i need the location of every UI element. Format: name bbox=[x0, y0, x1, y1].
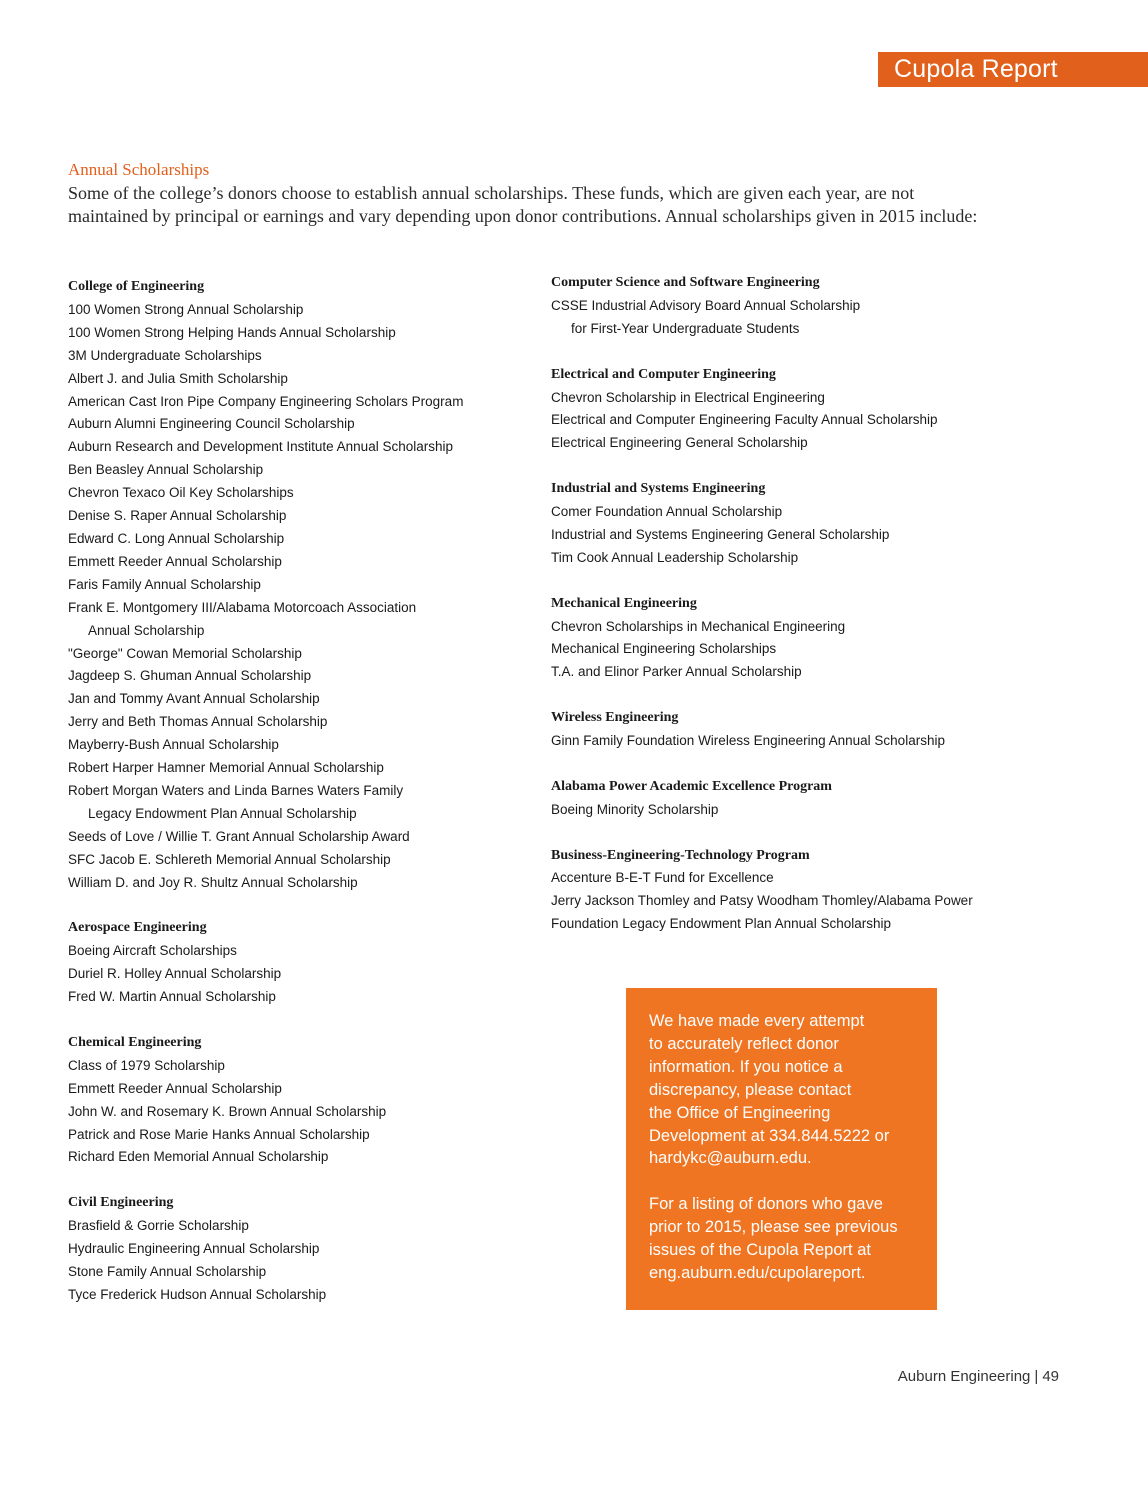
scholarship-item bbox=[551, 432, 1031, 455]
notice-line: information. If you notice a bbox=[649, 1057, 843, 1076]
scholarship-name: SFC Jacob E. Schlereth Memorial Annual Scholarship bbox=[68, 851, 391, 867]
scholarship-item bbox=[68, 597, 538, 643]
notice-line: to accurately reflect donor bbox=[649, 1034, 839, 1053]
scholarship-item bbox=[68, 368, 538, 391]
scholarship-name-continued: Legacy Endowment Plan Annual Scholarship bbox=[88, 805, 357, 821]
notice-paragraph bbox=[649, 1193, 919, 1285]
scholarship-item bbox=[68, 528, 538, 551]
group-heading: Wireless Engineering bbox=[551, 710, 679, 726]
scholarship-name: Jan and Tommy Avant Annual Scholarship bbox=[68, 691, 320, 707]
footer-separator: | bbox=[1034, 1368, 1039, 1385]
scholarship-item bbox=[551, 661, 1031, 684]
scholarship-name: Ben Beasley Annual Scholarship bbox=[68, 462, 264, 478]
scholarship-name: Faris Family Annual Scholarship bbox=[68, 576, 261, 592]
scholarship-item bbox=[68, 986, 538, 1009]
scholarship-name: Chevron Scholarships in Mechanical Engineering bbox=[551, 618, 846, 634]
notice-line: Development at 334.844.5222 or bbox=[649, 1126, 890, 1145]
scholarship-name: Jagdeep S. Ghuman Annual Scholarship bbox=[68, 668, 312, 684]
scholarship-name: William D. and Joy R. Shultz Annual Scholarship bbox=[68, 874, 358, 890]
scholarship-name: "George" Cowan Memorial Scholarship bbox=[68, 645, 302, 661]
scholarship-item bbox=[68, 1055, 538, 1078]
scholarship-name-continued: for First-Year Undergraduate Students bbox=[571, 320, 800, 336]
scholarship-name: Emmett Reeder Annual Scholarship bbox=[68, 1080, 282, 1096]
scholarship-item bbox=[68, 391, 538, 414]
notice-line: the Office of Engineering bbox=[649, 1103, 831, 1122]
scholarship-name: Denise S. Raper Annual Scholarship bbox=[68, 508, 287, 524]
section-title: Annual Scholarships bbox=[68, 160, 210, 179]
scholarship-group bbox=[551, 364, 1031, 456]
scholarship-name: Boeing Minority Scholarship bbox=[551, 801, 719, 817]
scholarship-name: Electrical and Computer Engineering Faculty Annual Scholarship bbox=[551, 412, 938, 428]
scholarship-item bbox=[68, 299, 538, 322]
scholarship-item bbox=[68, 459, 538, 482]
scholarship-name: Richard Eden Memorial Annual Scholarship bbox=[68, 1149, 329, 1165]
scholarship-item bbox=[68, 711, 538, 734]
scholarship-name: Chevron Scholarship in Electrical Engineering bbox=[551, 389, 825, 405]
scholarship-name: Fred W. Martin Annual Scholarship bbox=[68, 989, 276, 1005]
scholarship-name: Tim Cook Annual Leadership Scholarship bbox=[551, 549, 799, 565]
group-heading: Industrial and Systems Engineering bbox=[551, 481, 766, 497]
scholarship-group bbox=[551, 593, 1031, 685]
scholarship-group bbox=[551, 845, 1031, 937]
scholarship-group bbox=[68, 917, 538, 1009]
scholarship-item bbox=[68, 757, 538, 780]
notice-line: For a listing of donors who gave bbox=[649, 1195, 883, 1214]
group-heading: Business-Engineering-Technology Program bbox=[551, 847, 810, 863]
scholarship-name: Jerry and Beth Thomas Annual Scholarship bbox=[68, 714, 328, 730]
scholarship-item bbox=[68, 574, 538, 597]
notice-line: prior to 2015, please see previous bbox=[649, 1218, 898, 1237]
scholarship-item bbox=[68, 1284, 538, 1307]
scholarship-name: Mayberry-Bush Annual Scholarship bbox=[68, 737, 279, 753]
scholarship-item bbox=[68, 1146, 538, 1169]
group-heading: College of Engineering bbox=[68, 279, 205, 294]
scholarship-name: Brasfield & Gorrie Scholarship bbox=[68, 1218, 249, 1234]
scholarship-item bbox=[551, 867, 1031, 890]
scholarship-item bbox=[68, 1238, 538, 1261]
notice-line: discrepancy, please contact bbox=[649, 1080, 852, 1099]
scholarship-name: CSSE Industrial Advisory Board Annual Scholarship bbox=[551, 297, 861, 313]
scholarship-name: Patrick and Rose Marie Hanks Annual Scholarship bbox=[68, 1126, 370, 1142]
scholarship-item bbox=[551, 890, 1031, 913]
scholarship-item bbox=[68, 345, 538, 368]
scholarship-name: Stone Family Annual Scholarship bbox=[68, 1263, 267, 1279]
scholarship-name: Auburn Research and Development Institute Annual Scholarship bbox=[68, 439, 453, 455]
scholarship-name: Auburn Alumni Engineering Council Scholarship bbox=[68, 416, 355, 432]
scholarship-name: Class of 1979 Scholarship bbox=[68, 1057, 225, 1073]
scholarship-name: Frank E. Montgomery III/Alabama Motorcoach Association bbox=[68, 599, 417, 615]
scholarship-item bbox=[68, 322, 538, 345]
group-heading: Civil Engineering bbox=[68, 1195, 174, 1211]
scholarship-item bbox=[68, 872, 538, 895]
scholarship-name: Robert Harper Hamner Memorial Annual Scholarship bbox=[68, 760, 384, 776]
scholarship-item bbox=[551, 295, 1031, 341]
donor-notice-box bbox=[626, 988, 937, 1310]
scholarship-name: Accenture B-E-T Fund for Excellence bbox=[551, 870, 774, 886]
scholarship-name-continued: Annual Scholarship bbox=[88, 622, 205, 638]
scholarship-item bbox=[68, 1078, 538, 1101]
scholarship-item bbox=[551, 547, 1031, 570]
scholarship-name: 100 Women Strong Helping Hands Annual Scholarship bbox=[68, 324, 396, 340]
group-heading: Alabama Power Academic Excellence Program bbox=[551, 778, 832, 794]
scholarship-name: Chevron Texaco Oil Key Scholarships bbox=[68, 485, 294, 501]
footer-publication: Auburn Engineering bbox=[897, 1368, 1031, 1385]
group-heading: Mechanical Engineering bbox=[551, 595, 697, 611]
scholarship-name: Seeds of Love / Willie T. Grant Annual Scholarship Award bbox=[68, 828, 410, 844]
group-heading: Electrical and Computer Engineering bbox=[551, 366, 776, 382]
scholarship-item bbox=[68, 1215, 538, 1238]
group-heading: Chemical Engineering bbox=[68, 1034, 202, 1050]
intro-paragraph: Some of the college’s donors choose to establish annual scholarships. These funds, which are given each year, are not maintained by principal or earnings and vary depending upon donor contributions. Annual scholarships given in 2015 include: bbox=[68, 183, 978, 226]
page-number: 49 bbox=[1042, 1368, 1059, 1385]
group-heading: Aerospace Engineering bbox=[68, 920, 207, 936]
scholarship-name: American Cast Iron Pipe Company Engineering Scholars Program bbox=[68, 393, 464, 409]
scholarship-name: John W. and Rosemary K. Brown Annual Scholarship bbox=[68, 1103, 387, 1119]
scholarship-group bbox=[551, 776, 1031, 822]
scholarship-name: Foundation Legacy Endowment Plan Annual Scholarship bbox=[551, 916, 891, 932]
notice-line: We have made every attempt bbox=[649, 1012, 865, 1030]
scholarship-group bbox=[68, 1032, 538, 1169]
scholarship-item bbox=[68, 643, 538, 666]
scholarship-group bbox=[68, 1192, 538, 1307]
group-heading: Computer Science and Software Engineering bbox=[551, 275, 820, 290]
scholarship-item bbox=[551, 616, 1031, 639]
scholarship-item bbox=[68, 665, 538, 688]
scholarship-item bbox=[551, 524, 1031, 547]
scholarship-name: Comer Foundation Annual Scholarship bbox=[551, 504, 783, 520]
scholarship-name: 100 Women Strong Annual Scholarship bbox=[68, 301, 304, 317]
scholarship-name: Hydraulic Engineering Annual Scholarship bbox=[68, 1241, 320, 1257]
header-tab: Cupola Report bbox=[878, 52, 1148, 87]
scholarship-item bbox=[68, 482, 538, 505]
page-footer bbox=[898, 1368, 1059, 1385]
scholarship-name: Boeing Aircraft Scholarships bbox=[68, 943, 237, 959]
scholarship-name: Tyce Frederick Hudson Annual Scholarship bbox=[68, 1286, 327, 1302]
scholarship-item bbox=[551, 409, 1031, 432]
scholarship-item bbox=[68, 413, 538, 436]
scholarship-item bbox=[68, 1261, 538, 1284]
notice-line: eng.auburn.edu/cupolareport. bbox=[649, 1263, 866, 1282]
scholarship-name: T.A. and Elinor Parker Annual Scholarship bbox=[551, 664, 802, 680]
scholarship-item bbox=[68, 1101, 538, 1124]
notice-line: hardykc@auburn.edu. bbox=[649, 1149, 812, 1168]
scholarship-item bbox=[551, 387, 1031, 410]
scholarship-item bbox=[68, 963, 538, 986]
scholarship-name: Electrical Engineering General Scholarship bbox=[551, 435, 808, 451]
left-column bbox=[68, 276, 538, 1330]
scholarship-item bbox=[68, 436, 538, 459]
scholarship-item bbox=[68, 551, 538, 574]
scholarship-item bbox=[68, 1124, 538, 1147]
scholarship-name: Jerry Jackson Thomley and Patsy Woodham Thomley/Alabama Power bbox=[551, 893, 973, 909]
scholarship-group bbox=[68, 276, 538, 894]
notice-line: issues of the Cupola Report at bbox=[649, 1241, 871, 1260]
scholarship-name: 3M Undergraduate Scholarships bbox=[68, 347, 262, 363]
scholarship-item bbox=[68, 505, 538, 528]
scholarship-name: Ginn Family Foundation Wireless Engineering Annual Scholarship bbox=[551, 733, 945, 749]
scholarship-item bbox=[68, 780, 538, 826]
scholarship-name: Edward C. Long Annual Scholarship bbox=[68, 530, 285, 546]
scholarship-group bbox=[551, 478, 1031, 570]
scholarship-item bbox=[551, 913, 1031, 936]
scholarship-name: Albert J. and Julia Smith Scholarship bbox=[68, 370, 288, 386]
scholarship-name: Duriel R. Holley Annual Scholarship bbox=[68, 966, 282, 982]
scholarship-item bbox=[551, 799, 1031, 822]
scholarship-name: Industrial and Systems Engineering General Scholarship bbox=[551, 526, 890, 542]
scholarship-item bbox=[68, 940, 538, 963]
scholarship-item bbox=[551, 501, 1031, 524]
scholarship-group bbox=[551, 272, 1031, 341]
scholarship-item bbox=[68, 826, 538, 849]
scholarship-name: Mechanical Engineering Scholarships bbox=[551, 641, 777, 657]
scholarship-name: Robert Morgan Waters and Linda Barnes Waters Family bbox=[68, 782, 404, 798]
right-column bbox=[551, 272, 1031, 959]
scholarship-item bbox=[68, 688, 538, 711]
scholarship-item bbox=[68, 734, 538, 757]
scholarship-name: Emmett Reeder Annual Scholarship bbox=[68, 553, 282, 569]
notice-paragraph bbox=[649, 1010, 919, 1170]
scholarship-item bbox=[68, 849, 538, 872]
scholarship-group bbox=[551, 707, 1031, 753]
scholarship-item bbox=[551, 638, 1031, 661]
scholarship-item bbox=[551, 730, 1031, 753]
